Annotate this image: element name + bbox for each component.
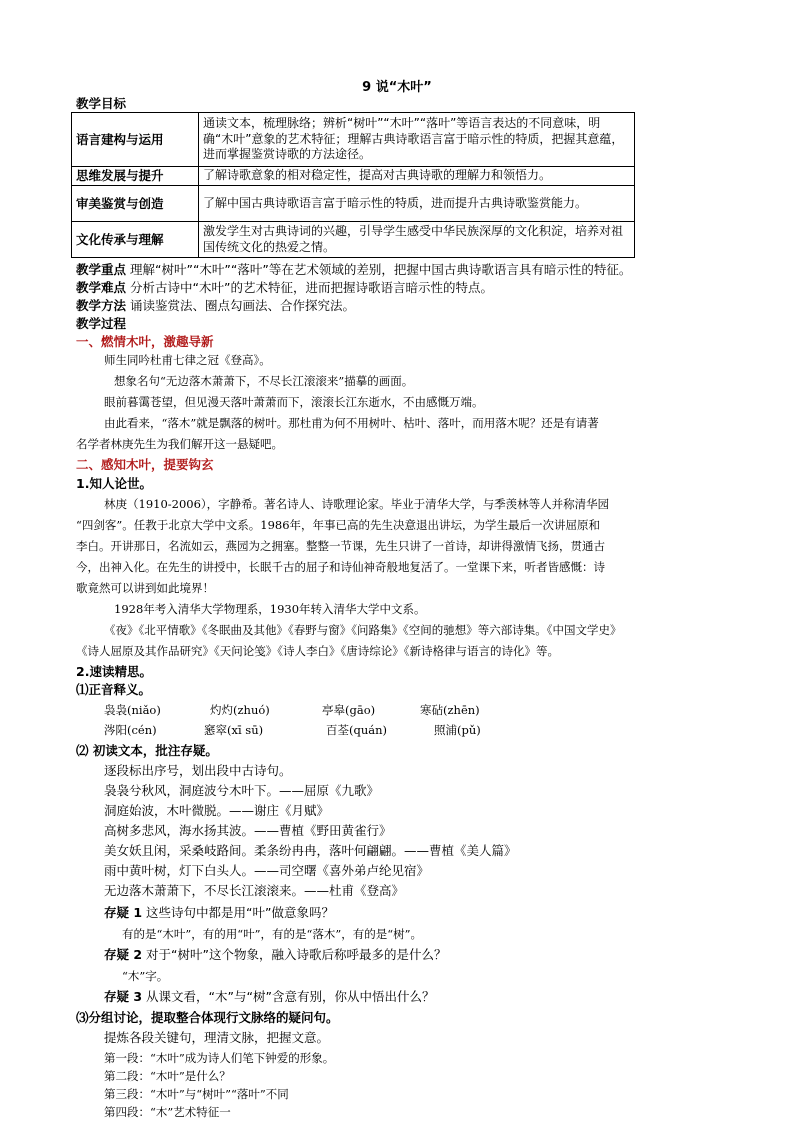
section1-line: 想象名句“无边落木萧萧下，不尽长江滚滚来”描摹的画面。: [114, 374, 414, 388]
answer-1: 有的是“木叶”，有的用“叶”，有的是“落木”，有的是“树”。: [122, 927, 423, 941]
question-2: [104, 947, 447, 963]
goal-name: 语言建构与运用: [72, 113, 199, 167]
key-point-text: 理解“树叶”“木叶”“落叶”等在艺术领域的差别，把握中国古典诗歌语言具有暗示性的特征。: [130, 262, 632, 277]
bio-line: 李白。开讲那日，名流如云，燕园为之拥塞。整整一节课，先生只讲了一首诗，却讲得激情飞扬，贯通古: [76, 539, 605, 553]
poem-line: 美女妖且闲，采桑岐路间。柔条纷冉冉，落叶何翩翩。——曹植《美人篇》: [104, 843, 517, 858]
discussion-intro: 提炼各段关键句，理清文脉，把握文意。: [104, 1030, 330, 1045]
pinyin-item: 灼灼(zhuó): [210, 703, 270, 717]
difficulty: [76, 280, 493, 296]
question-text: 对于“树叶”这个物象，融入诗歌后称呼最多的是什么？: [146, 947, 447, 962]
poem-line: 袅袅兮秋风，洞庭波兮木叶下。——屈原《九歌》: [104, 783, 380, 798]
goal-name: 思维发展与提升: [72, 167, 199, 186]
poem-line: 无边落木萧萧下，不尽长江滚滚来。——杜甫《登高》: [104, 883, 405, 898]
bio-line: “四剑客”。任教于北京大学中文系。1986年，年事已高的先生决意退出讲坛，为学生最后一次讲屈原和: [76, 518, 601, 532]
goal-name: 审美鉴赏与创造: [72, 186, 199, 222]
sub-heading: 1.知人论世。: [76, 476, 152, 491]
pinyin-item: 窸窣(xī sū): [204, 723, 264, 737]
poem-line: 雨中黄叶树，灯下白头人。——司空曙《喜外弟卢纶见宿》: [104, 863, 430, 878]
goal-row: [72, 222, 635, 258]
pinyin-heading: ⑴正音释义。: [76, 682, 152, 697]
question-text: 从课文看，“木”与“树”含意有别，你从中悟出什么？: [146, 989, 435, 1004]
section1-heading: 一、燃情木叶，激趣导新: [76, 334, 214, 349]
pinyin-item: 寒砧(zhēn): [420, 703, 480, 717]
section1-line: 由此看来，“落木”就是飘落的树叶。那杜甫为何不用树叶、枯叶、落叶，而用落木呢？还是有请著: [104, 416, 599, 430]
works-line: 《诗人屈原及其作品研究》《天问论笺》《诗人李白》《唐诗综论》《新诗格律与语言的诗化》等。: [76, 644, 559, 658]
goals-table: [71, 112, 635, 258]
goal-row: [72, 186, 635, 222]
lesson-title: 9 说“木叶”: [362, 80, 432, 95]
difficulty-label: 教学难点: [76, 280, 127, 295]
bio-line: 今，出神入化。在先生的讲授中，长眠千古的屈子和诗仙神奇般地复活了。一堂课下来，听者皆感慨：诗: [76, 560, 605, 574]
pinyin-item: 亭皋(gāo): [322, 703, 376, 717]
goal-text: 通读文本，梳理脉络；辨析“树叶”“木叶”“落叶”等语言表达的不同意味，明确“木叶”意象的艺术特征；理解古典诗歌语言富于暗示性的特质，把握其意蕴，进而掌握鉴赏诗歌的方法途径。: [199, 113, 635, 167]
goal-text: 了解诗歌意象的相对稳定性，提高对古典诗歌的理解力和领悟力。: [199, 167, 635, 186]
pinyin-item: 照浦(pǔ): [434, 723, 481, 737]
section1-line: 名学者林庚先生为我们解开这一悬疑吧。: [76, 437, 283, 451]
paragraph-summary: 第四段：“木”艺术特征一: [104, 1105, 231, 1119]
key-point: [76, 262, 631, 278]
goal-text: 了解中国古典诗歌语言富于暗示性的特质，进而提升古典诗歌鉴赏能力。: [199, 186, 635, 222]
process-heading: 教学过程: [76, 316, 127, 331]
section1-line: 师生同吟杜甫七律之冠《登高》。: [104, 353, 271, 367]
question-3: [104, 989, 434, 1005]
method-label: 教学方法: [76, 298, 127, 313]
question-text: 这些诗句中都是用“叶”做意象吗？: [146, 905, 334, 920]
section2-heading: 二、感知木叶，提要钩玄: [76, 457, 214, 472]
poem-line: 洞庭始波，木叶微脱。——谢庄《月赋》: [104, 803, 330, 818]
key-point-label: 教学重点: [76, 262, 127, 277]
question-label: 存疑 2: [104, 947, 143, 962]
question-label: 存疑 3: [104, 989, 143, 1004]
paragraph-summary: 第一段：“木叶”成为诗人们笔下钟爱的形象。: [104, 1051, 335, 1065]
goal-text: 激发学生对古典诗词的兴趣，引导学生感受中华民族深厚的文化积淀，培养对祖国传统文化的热爱之情。: [199, 222, 635, 258]
method: [76, 298, 355, 314]
pinyin-item: 袅袅(niǎo): [104, 703, 161, 717]
question-1: [104, 905, 334, 921]
section1-line: 眼前暮霭苍望，但见漫天落叶萧萧而下，滚滚长江东逝水，不由感慨万端。: [104, 395, 484, 409]
discussion-heading: ⑶分组讨论，提取整合体现行文脉络的疑问句。: [76, 1010, 339, 1025]
method-text: 诵读鉴赏法、圈点勾画法、合作探究法。: [130, 298, 356, 313]
paragraph-summary: 第二段：“木叶”是什么？: [104, 1069, 231, 1083]
poem-line: 高树多悲风，海水扬其波。——曹植《野田黄雀行》: [104, 823, 392, 838]
goals-heading: 教学目标: [76, 96, 127, 111]
works-line: 《夜》《北平情歌》《冬眠曲及其他》《春野与窗》《问路集》《空间的驰想》等六部诗集。《中国文学史》: [104, 623, 622, 637]
bio-line: 1928年考入清华大学物理系，1930年转入清华大学中文系。: [114, 602, 426, 616]
goal-name: 文化传承与理解: [72, 222, 199, 258]
pinyin-item: 百荃(quán): [326, 723, 388, 737]
goal-row: [72, 113, 635, 167]
bio-line: 歌竟然可以讲到如此境界！: [76, 581, 214, 595]
answer-2: “木”字。: [122, 969, 169, 983]
goal-row: [72, 167, 635, 186]
pinyin-item: 涔阳(cén): [104, 723, 157, 737]
reading-line: 逐段标出序号，划出段中古诗句。: [104, 763, 292, 778]
sub-heading: 2.速读精思。: [76, 664, 152, 679]
difficulty-text: 分析古诗中“木叶”的艺术特征，进而把握诗歌语言暗示性的特点。: [130, 280, 493, 295]
paragraph-summary: 第三段：“木叶”与“树叶”“落叶”不同: [104, 1087, 289, 1101]
question-label: 存疑 1: [104, 905, 143, 920]
bio-line: 林庚（1910-2006），字静希。著名诗人、诗歌理论家。毕业于清华大学，与季羡林等人并称清华园: [104, 497, 610, 511]
reading-heading: ⑵ 初读文本，批注存疑。: [76, 743, 218, 758]
